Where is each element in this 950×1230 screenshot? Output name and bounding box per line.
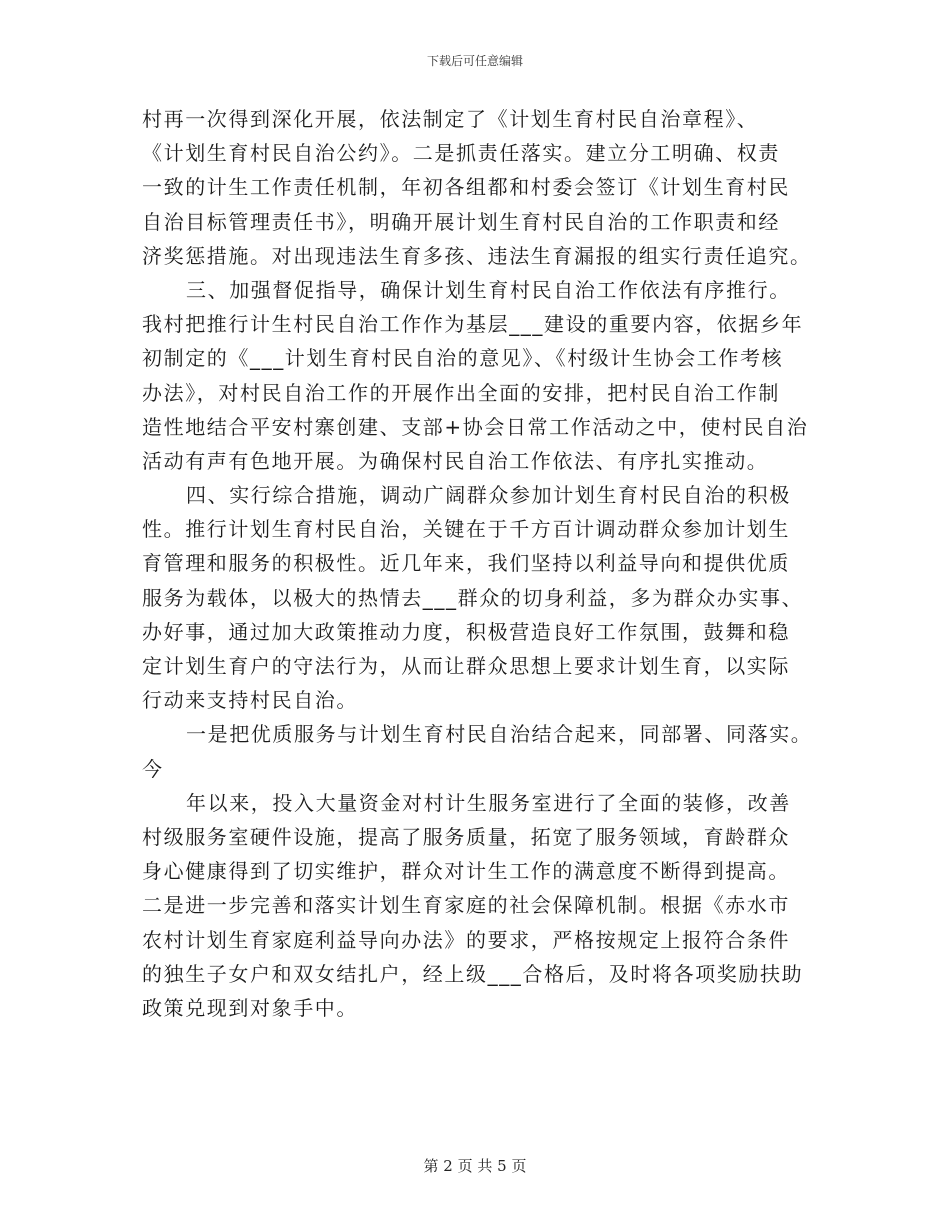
text-line: 自治目标管理责任书》，明确开展计划生育村民自治的工作职责和经 bbox=[142, 209, 780, 234]
text-line: 一是把优质服务与计划生育村民自治结合起来，同部署、同落实。 bbox=[186, 722, 813, 747]
body-text bbox=[142, 102, 812, 1025]
text-line: 今 bbox=[142, 756, 164, 781]
text-line: 二是进一步完善和落实计划生育家庭的社会保障机制。根据《赤水市 bbox=[142, 893, 790, 918]
text-line: 身心健康得到了切实维护，群众对计生工作的满意度不断得到提高。 bbox=[142, 859, 790, 884]
text-line: 性。推行计划生育村民自治，关键在于千方百计调动群众参加计划生 bbox=[142, 517, 790, 542]
text-line: 一致的计生工作责任机制，年初各组都和村委会签订《计划生育村民 bbox=[142, 175, 790, 200]
text-line: 办好事，通过加大政策推动力度，积极营造良好工作氛围，鼓舞和稳 bbox=[142, 619, 790, 644]
text-line: 三、加强督促指导，确保计划生育村民自治工作依法有序推行。 bbox=[186, 277, 791, 302]
text-line: 政策兑现到对象手中。 bbox=[142, 995, 358, 1020]
text-line: 年以来，投入大量资金对村计生服务室进行了全面的装修，改善 bbox=[186, 790, 791, 815]
text-line: 我村把推行计生村民自治工作作为基层___建设的重要内容，依据乡年 bbox=[142, 312, 804, 337]
text-line: 定计划生育户的守法行为，从而让群众思想上要求计划生育，以实际 bbox=[142, 654, 790, 678]
text-line: 《计划生育村民自治公约》。二是抓责任落实。建立分工明确、权责 bbox=[142, 141, 780, 166]
text-line: 行动来支持村民自治。 bbox=[142, 688, 358, 713]
text-line: 村再一次得到深化开展，依法制定了《计划生育村民自治章程》、 bbox=[142, 107, 759, 131]
text-line: 农村计划生育家庭利益导向办法》的要求，严格按规定上报符合条件 bbox=[142, 927, 790, 952]
text-line: 育管理和服务的积极性。近几年来，我们坚持以利益导向和提供优质 bbox=[142, 551, 790, 576]
text-line: 初制定的《___计划生育村民自治的意见》、《村级计生协会工作考核 bbox=[142, 346, 784, 371]
text-line: 活动有声有色地开展。为确保村民自治工作依法、有序扎实推动。 bbox=[142, 448, 769, 473]
page-header: 下载后可任意编辑 bbox=[426, 54, 523, 68]
text-line: 的独生子女户和双女结扎户，经上级___合格后，及时将各项奖励扶助 bbox=[142, 961, 804, 986]
text-line: 济奖惩措施。对出现违法生育多孩、违法生育漏报的组实行责任追究。 bbox=[142, 243, 812, 268]
text-line: 四、实行综合措施，调动广阔群众参加计划生育村民自治的积极 bbox=[186, 483, 791, 508]
text-line: 办法》，对村民自治工作的开展作出全面的安排，把村民自治工作制 bbox=[142, 380, 780, 405]
page-footer: 第 2 页 共 5 页 bbox=[423, 1157, 527, 1175]
text-line: 服务为载体，以极大的热情去___群众的切身利益，多为群众办实事、 bbox=[142, 585, 804, 610]
text-line: 造性地结合平安村寨创建、支部+协会日常工作活动之中，使村民自治 bbox=[142, 414, 809, 439]
text-line: 村级服务室硬件设施，提高了服务质量，拓宽了服务领域，育龄群众 bbox=[142, 824, 790, 849]
